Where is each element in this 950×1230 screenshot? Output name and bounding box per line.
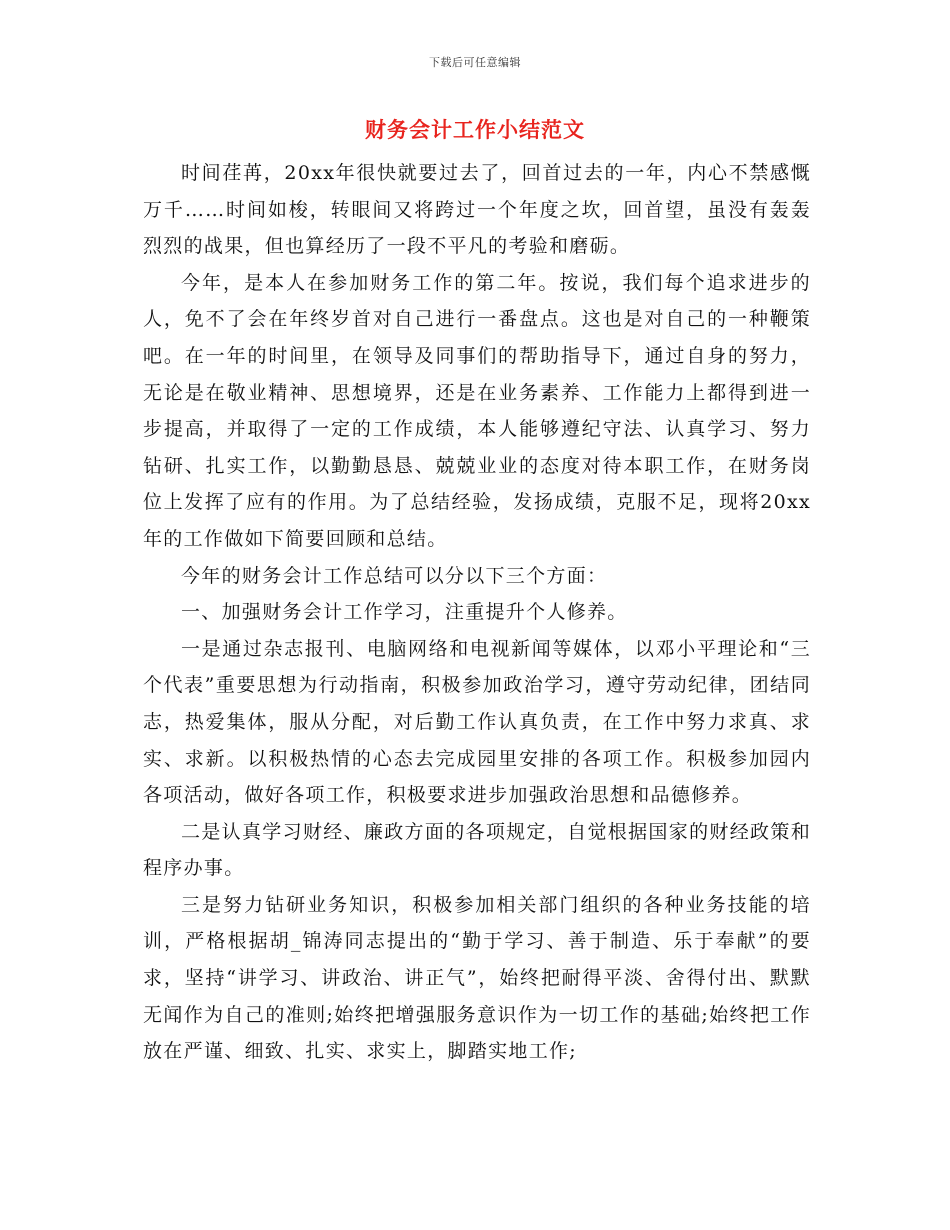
- paragraph-point-2: 二是认真学习财经、廉政方面的各项规定，自觉根据国家的财经政策和程序办事。: [143, 820, 811, 880]
- paragraph-intro: 时间荏苒，20xx年很快就要过去了，回首过去的一年，内心不禁感慨万千……时间如梭，转眼间又将跨过一个年度之坎，回首望，虽没有轰轰烈烈的战果，但也算经历了一段不平凡的考验和磨砺。: [143, 162, 811, 258]
- document-title: 财务会计工作小结范文: [365, 117, 585, 142]
- document-body: [143, 155, 811, 1070]
- page-header-note: 下载后可任意编辑: [429, 56, 521, 69]
- paragraph-point-1: 一是通过杂志报刊、电脑网络和电视新闻等媒体，以邓小平理论和“三个代表”重要思想为行动指南，积极参加政治学习，遵守劳动纪律，团结同志，热爱集体，服从分配，对后勤工作认真负责，在工作中努力求真、求实、求新。以积极热情的心态去完成园里安排的各项工作。积极参加园内各项活动，做好各项工作，积极要求进步加强政治思想和品德修养。: [143, 637, 811, 807]
- paragraph-summary-lead: 今年的财务会计工作总结可以分以下三个方面：: [181, 564, 608, 587]
- section-heading-1: 一、加强财务会计工作学习，注重提升个人修养。: [181, 601, 628, 624]
- paragraph-overview: 今年，是本人在参加财务工作的第二年。按说，我们每个追求进步的人，免不了会在年终岁首对自己进行一番盘点。这也是对自己的一种鞭策吧。在一年的时间里，在领导及同事们的帮助指导下，通过自身的努力，无论是在敬业精神、思想境界，还是在业务素养、工作能力上都得到进一步提高，并取得了一定的工作成绩，本人能够遵纪守法、认真学习、努力钻研、扎实工作，以勤勤恳恳、兢兢业业的态度对待本职工作，在财务岗位上发挥了应有的作用。为了总结经验，发扬成绩，克服不足，现将20xx年的工作做如下简要回顾和总结。: [143, 271, 811, 550]
- paragraph-point-3: 三是努力钻研业务知识，积极参加相关部门组织的各种业务技能的培训，严格根据胡_锦涛同志提出的“勤于学习、善于制造、乐于奉献”的要求，坚持“讲学习、讲政治、讲正气”，始终把耐得平淡、舍得付出、默默无闻作为自己的准则;始终把增强服务意识作为一切工作的基础;始终把工作放在严谨、细致、扎实、求实上，脚踏实地工作;: [143, 893, 811, 1063]
